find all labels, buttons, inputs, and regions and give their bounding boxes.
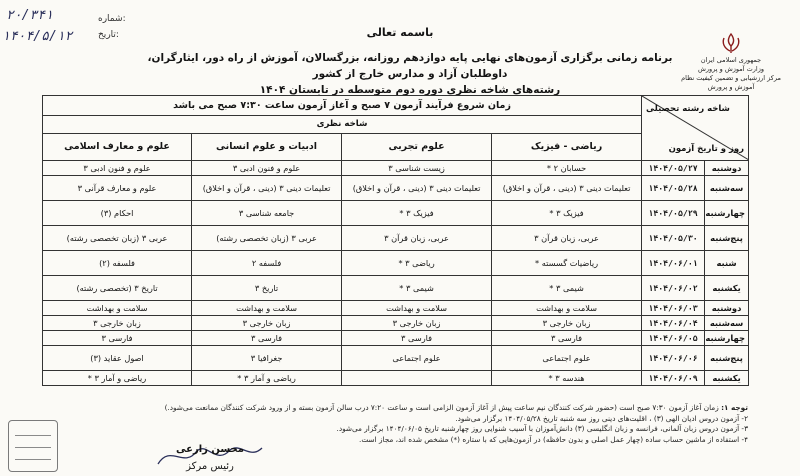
- exam-day: سه‌شنبه: [705, 176, 749, 201]
- note-line: ۲- آزمون دروس ادیان الهی (۳) ، اقلیت‌های دینی روز سه شنبه تاریخ ۱۴۰۴/۰۵/۲۸ برگزار می‌شود.: [455, 413, 748, 423]
- ministry-line: آموزش و پرورش: [707, 83, 755, 91]
- subject-cell: اصول عقاید (۳): [43, 346, 192, 371]
- subject-cell: علوم و معارف قرآنی ۳: [43, 176, 192, 201]
- signatory-title: رئیس مرکز: [186, 461, 234, 472]
- subject-cell: شیمی ۳ *: [492, 276, 642, 301]
- subject-cell: فارسی ۳: [342, 331, 492, 346]
- table-corner-header: [642, 96, 749, 161]
- subject-cell: احکام (۳): [43, 201, 192, 226]
- exam-day: یکشنبه: [705, 276, 749, 301]
- subject-cell: ریاضیات گسسته *: [492, 251, 642, 276]
- subject-cell: سلامت و بهداشت: [342, 301, 492, 316]
- subject-cell: علوم اجتماعی: [492, 346, 642, 371]
- corner-branch-label: شاخه رشته تحصیلی: [646, 104, 730, 114]
- table-row: [43, 276, 749, 301]
- ministry-line: مرکز ارزشیابی و تضمین کیفیت نظام: [681, 74, 781, 82]
- table-row: [43, 301, 749, 316]
- basmala-heading: باسمه تعالی: [366, 26, 434, 39]
- date-label: تاریخ:: [98, 30, 119, 40]
- column-header: ادبیات و علوم انسانی: [192, 133, 342, 160]
- note-line: ۳- آزمون دروس زبان آلمانی، فرانسه و زبان انگلیسی (۳) دانش‌آموزان با آسیب شنوایی روز چهارشنبه تاریخ ۱۴۰۴/۰۶/۰۵ برگزار می‌شود.: [336, 424, 748, 433]
- exam-date: ۱۴۰۴/۰۶/۰۱: [642, 251, 705, 276]
- subject-cell: شیمی ۳ *: [342, 276, 492, 301]
- subject-cell: سلامت و بهداشت: [43, 301, 192, 316]
- subject-cell: تعلیمات دینی ۳ (دینی ، قرآن و اخلاق): [192, 176, 342, 201]
- table-row: [43, 371, 749, 386]
- table-row: [43, 201, 749, 226]
- exam-date: ۱۴۰۴/۰۵/۲۷: [642, 161, 705, 176]
- exam-day: سه‌شنبه: [705, 316, 749, 331]
- number-label: شماره:: [98, 14, 126, 24]
- subject-cell: ریاضی ۳ *: [342, 251, 492, 276]
- exam-schedule-table: [42, 95, 749, 386]
- exam-start-time-header: زمان شروع فرآیند آزمون ۷ صبح و آغاز آزمون ساعت ۷:۳۰ صبح می باشد: [43, 96, 642, 116]
- subject-cell: فلسفه ۲: [192, 251, 342, 276]
- note-line: ۴- استفاده از ماشین حساب ساده (چهار عمل اصلی و بدون حافظه) در آزمون‌هایی که با ستاره (*) مشخص شده اند، مجاز است.: [359, 434, 748, 444]
- exam-day: شنبه: [705, 251, 749, 276]
- table-row: [43, 346, 749, 371]
- exam-day: چهارشنبه: [705, 201, 749, 226]
- subject-cell: تاریخ ۳: [192, 276, 342, 301]
- exam-date: ۱۴۰۴/۰۶/۰۲: [642, 276, 705, 301]
- subject-cell: تاریخ ۳ (تخصصی رشته): [43, 276, 192, 301]
- exam-day: پنج‌شنبه: [705, 226, 749, 251]
- subject-cell: تعلیمات دینی ۳ (دینی ، قرآن و اخلاق): [342, 176, 492, 201]
- table-row: [43, 316, 749, 331]
- number-value: ۲۰/۳۴۱: [6, 8, 53, 23]
- subject-cell: سلامت و بهداشت: [192, 301, 342, 316]
- subject-cell: سلامت و بهداشت: [492, 301, 642, 316]
- exam-date: ۱۴۰۴/۰۵/۲۸: [642, 176, 705, 201]
- corner-date-label: روز و تاریخ آزمون: [668, 144, 745, 154]
- table-row: [43, 176, 749, 201]
- subject-cell: عربی ۳ (زبان تخصصی رشته): [43, 226, 192, 251]
- subject-cell: ریاضی و آمار ۳ *: [192, 371, 342, 386]
- subject-cell: جامعه شناسی ۳: [192, 201, 342, 226]
- note-line: زمان آغاز آزمون ۷:۳۰ صبح است (حضور شرکت کنندگان نیم ساعت پیش از آغاز آزمون الزامی است و ساعت ۷:۲۰ درب سالن آزمون بسته و از ورود شرکت کنندگان ممانعت می‌شود.): [164, 403, 719, 412]
- subject-cell: فیزیک ۳ *: [342, 201, 492, 226]
- exam-day: دوشنبه: [705, 161, 749, 176]
- subject-cell: زیست شناسی ۳: [342, 161, 492, 176]
- subject-cell: هندسه ۳ *: [492, 371, 642, 386]
- subject-cell: عربی، زبان قرآن ۳: [342, 226, 492, 251]
- column-header: ریاضی - فیزیک: [492, 133, 642, 160]
- title-line-1: برنامه زمانی برگزاری آزمون‌های نهایی پایه دوازدهم روزانه، بزرگسالان، آموزش از راه دور، ایثارگران، داوطلبان آزاد و مدارس خارج از کشور: [147, 52, 673, 80]
- exam-date: ۱۴۰۴/۰۶/۰۵: [642, 331, 705, 346]
- document-title: [130, 50, 690, 98]
- subject-cell: زبان خارجی ۳: [192, 316, 342, 331]
- signatory-name: محسن زارعی: [176, 444, 244, 455]
- subject-cell: فارسی ۳: [192, 331, 342, 346]
- subject-cell: [342, 371, 492, 386]
- exam-date: ۱۴۰۴/۰۶/۰۹: [642, 371, 705, 386]
- table-row: [43, 161, 749, 176]
- schedule-rows: [43, 161, 749, 386]
- exam-date: ۱۴۰۴/۰۵/۲۹: [642, 201, 705, 226]
- exam-date: ۱۴۰۴/۰۶/۰۴: [642, 316, 705, 331]
- subject-cell: علوم و فنون ادبی ۳: [192, 161, 342, 176]
- title-line-2: رشته‌های شاخه نظری دوره دوم متوسطه در تابستان ۱۴۰۴: [259, 84, 561, 96]
- column-header: علوم تجربی: [342, 133, 492, 160]
- subject-cell: زبان خارجی ۳: [43, 316, 192, 331]
- column-header: علوم و معارف اسلامی: [43, 133, 192, 160]
- subject-cell: عربی ۳ (زبان تخصصی رشته): [192, 226, 342, 251]
- office-stamp: [8, 420, 58, 472]
- subject-cell: ریاضی و آمار ۳ *: [43, 371, 192, 386]
- subject-cell: علوم و فنون ادبی ۳: [43, 161, 192, 176]
- subject-cell: فارسی ۳: [492, 331, 642, 346]
- ministry-line: وزارت آموزش و پرورش: [697, 65, 764, 73]
- exam-date: ۱۴۰۴/۰۶/۰۳: [642, 301, 705, 316]
- ministry-logo: [676, 32, 786, 92]
- exam-date: ۱۴۰۴/۰۶/۰۶: [642, 346, 705, 371]
- exam-date: ۱۴۰۴/۰۵/۳۰: [642, 226, 705, 251]
- subject-cell: فلسفه (۲): [43, 251, 192, 276]
- exam-day: چهارشنبه: [705, 331, 749, 346]
- exam-day: یکشنبه: [705, 371, 749, 386]
- subject-cell: زبان خارجی ۳: [342, 316, 492, 331]
- branch-header: شاخه نظری: [43, 116, 642, 133]
- table-row: [43, 251, 749, 276]
- table-row: [43, 331, 749, 346]
- exam-day: دوشنبه: [705, 301, 749, 316]
- subject-cell: حسابان ۲ *: [492, 161, 642, 176]
- subject-cell: عربی، زبان قرآن ۳: [492, 226, 642, 251]
- subject-cell: جغرافیا ۳: [192, 346, 342, 371]
- exam-day: پنج‌شنبه: [705, 346, 749, 371]
- iran-emblem-icon: [719, 32, 743, 54]
- subject-cell: تعلیمات دینی ۳ (دینی ، قرآن و اخلاق): [492, 176, 642, 201]
- subject-cell: فیزیک ۳ *: [492, 201, 642, 226]
- table-row: [43, 226, 749, 251]
- subject-cell: زبان خارجی ۳: [492, 316, 642, 331]
- ministry-line: جمهوری اسلامی ایران: [700, 56, 762, 64]
- date-value: ۱۴۰۴/۵/۱۲: [2, 29, 73, 44]
- subject-cell: فارسی ۳: [43, 331, 192, 346]
- notes-label: توجه ۱:: [721, 403, 748, 412]
- subject-cell: علوم اجتماعی: [342, 346, 492, 371]
- notes-section: [40, 403, 748, 445]
